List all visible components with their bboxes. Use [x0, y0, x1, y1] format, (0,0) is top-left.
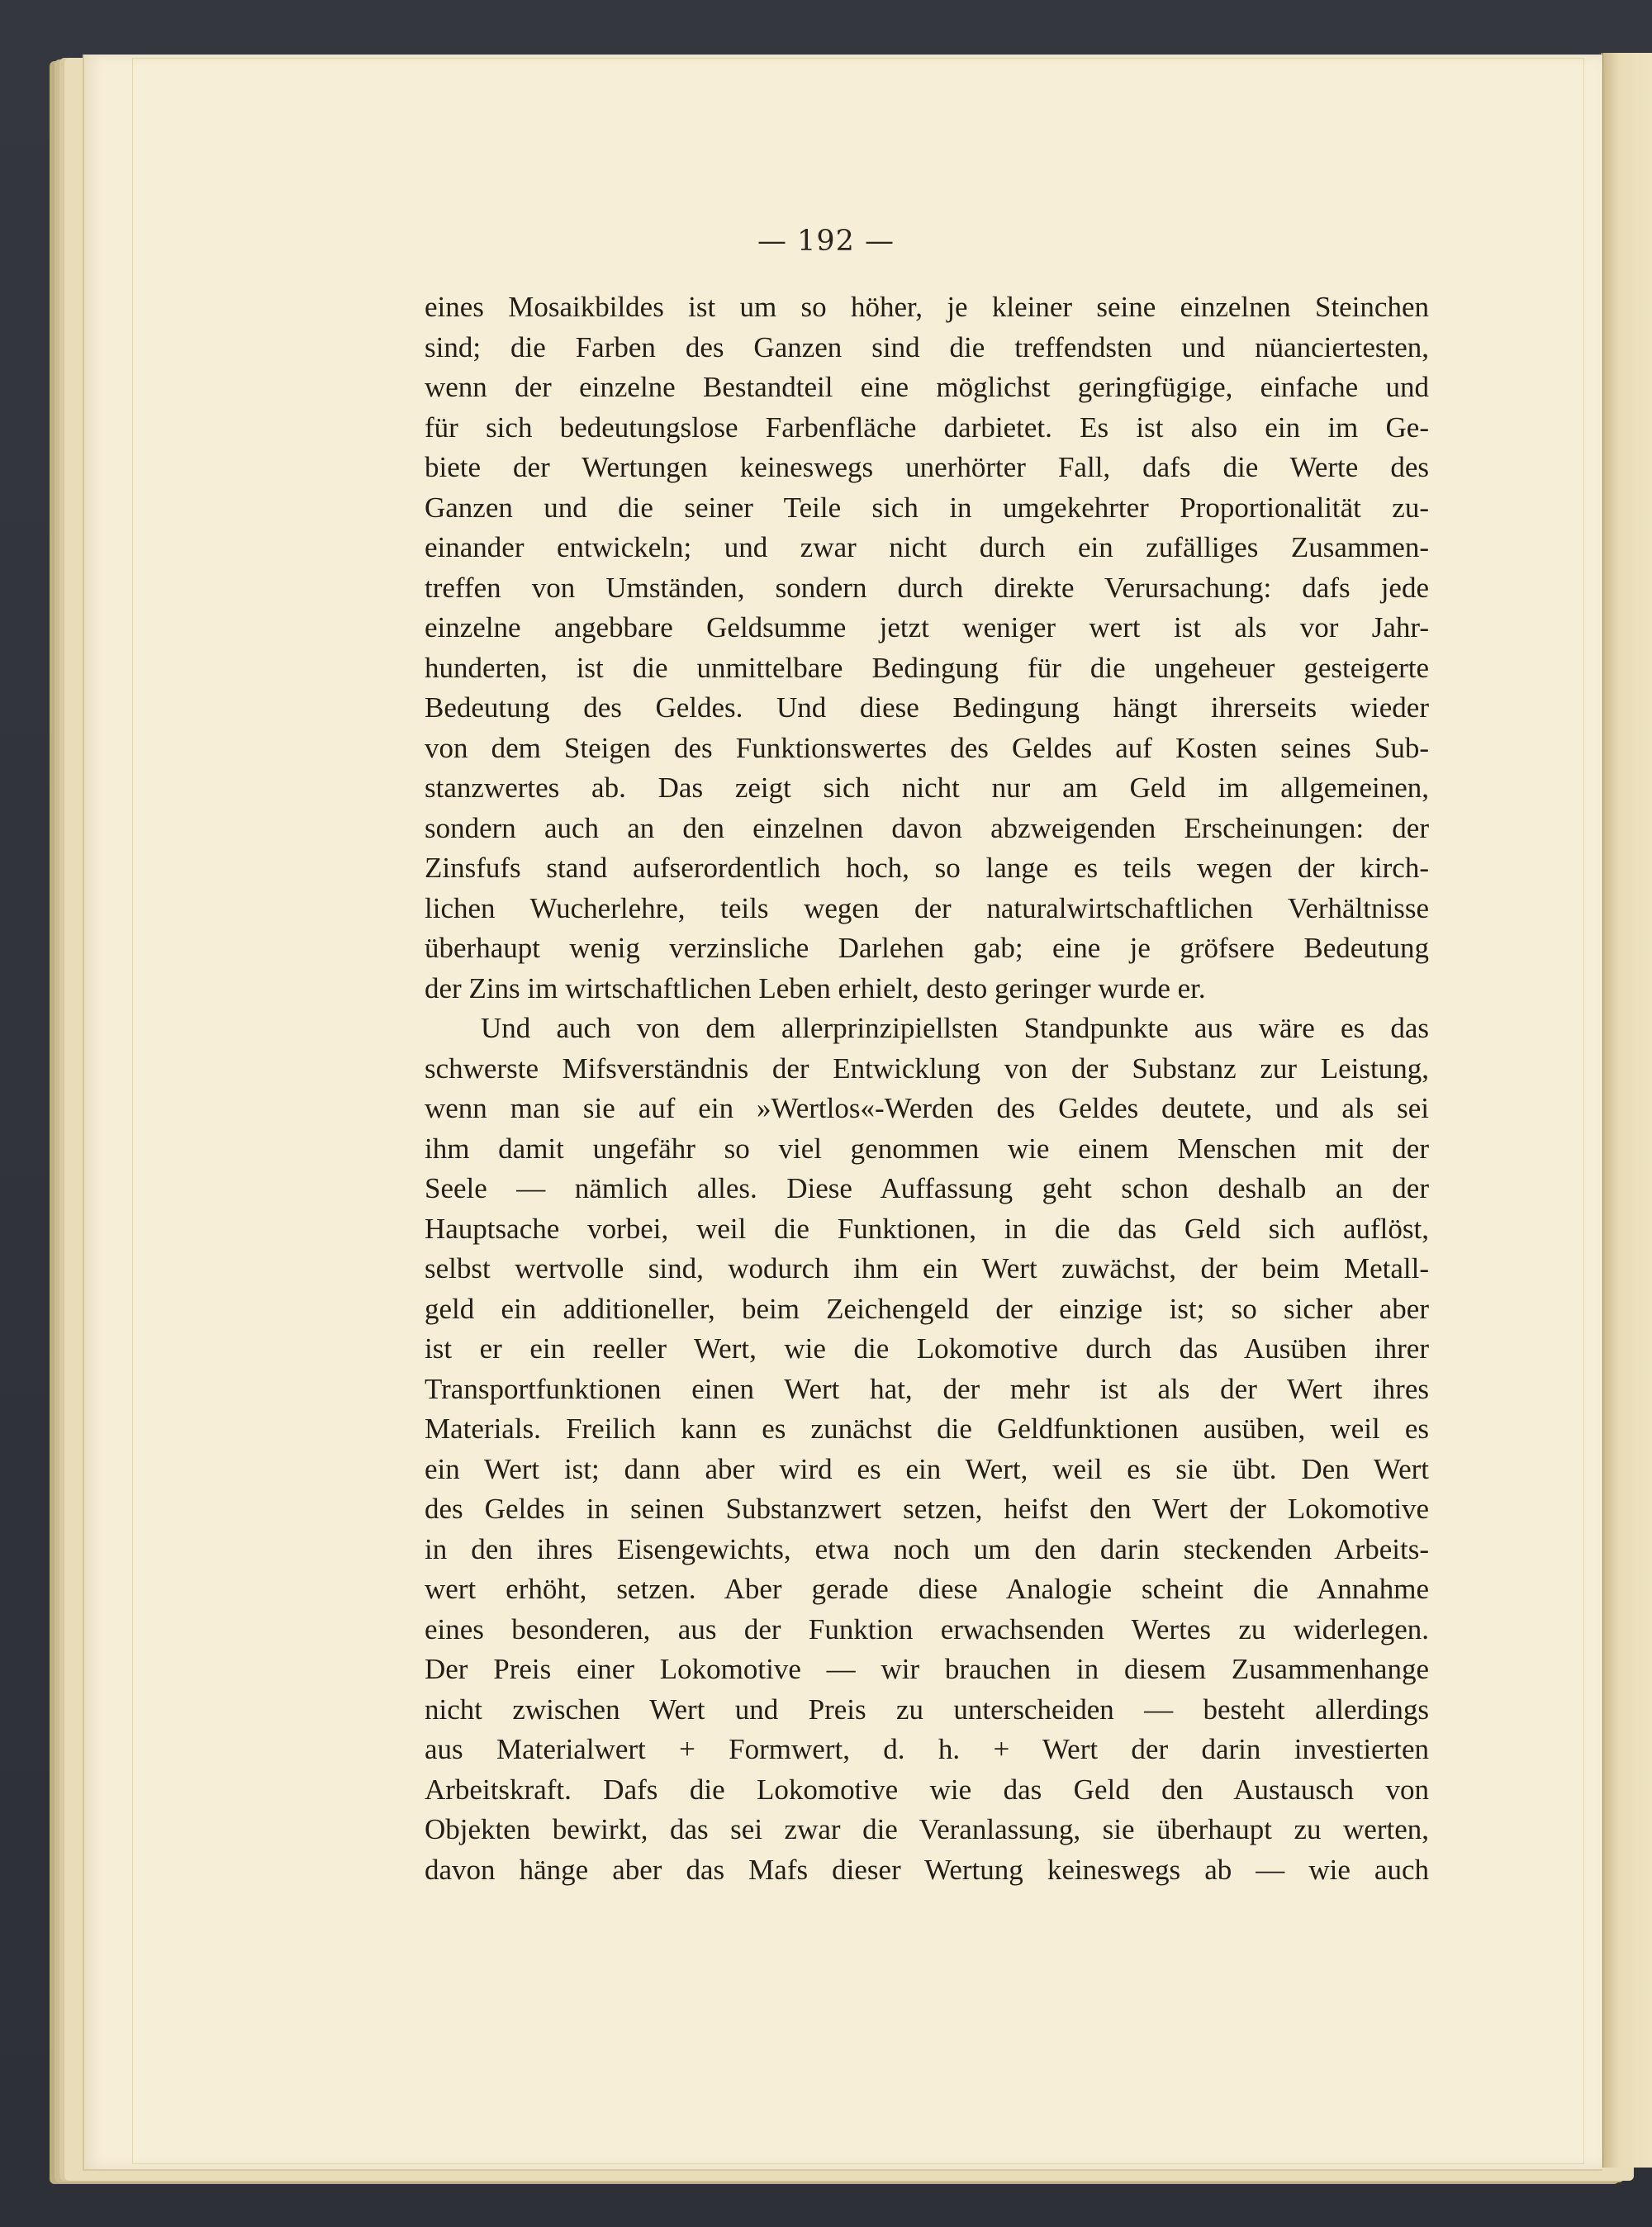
text-line: Objekten bewirkt, das sei zwar die Veranlassung, sie überhaupt zu werten, — [425, 1813, 1429, 1845]
text-line: Der Preis einer Lokomotive — wir brauchen in diesem Zusammenhange — [425, 1653, 1429, 1685]
text-line: einander entwickeln; und zwar nicht durch ein zufälliges Zusammen- — [425, 531, 1429, 563]
text-line: Transportfunktionen einen Wert hat, der mehr ist als der Wert ihres — [425, 1372, 1429, 1405]
facing-page-edge — [1601, 53, 1652, 2168]
text-line: geld ein additioneller, beim Zeichengeld der einzige ist; so sicher aber — [425, 1292, 1429, 1325]
text-line: lichen Wucherlehre, teils wegen der naturalwirtschaftlichen Verhältnisse — [425, 891, 1429, 924]
text-line: sind; die Farben des Ganzen sind die treffendsten und nüanciertesten, — [425, 330, 1429, 363]
text-line: treffen von Umständen, sondern durch direkte Verursachung: dafs jede — [425, 571, 1429, 604]
text-line: für sich bedeutungslose Farbenfläche darbietet. Es ist also ein im Ge- — [425, 411, 1429, 444]
text-line: in den ihres Eisengewichts, etwa noch um den darin steckenden Arbeits- — [425, 1532, 1429, 1565]
text-line: aus Materialwert + Formwert, d. h. + Wert der darin investierten — [425, 1733, 1429, 1765]
text-line: ist er ein reeller Wert, wie die Lokomotive durch das Ausüben ihrer — [425, 1332, 1429, 1365]
text-line: nicht zwischen Wert und Preis zu unterscheiden — besteht allerdings — [425, 1693, 1429, 1726]
text-line: Ganzen und die seiner Teile sich in umgekehrter Proportionalität zu- — [425, 491, 1429, 524]
text-line: Hauptsache vorbei, weil die Funktionen, in die das Geld sich auflöst, — [425, 1212, 1429, 1245]
text-line: Zinsfufs stand aufserordentlich hoch, so lange es teils wegen der kirch- — [425, 852, 1429, 884]
text-line: von dem Steigen des Funktionswertes des Geldes auf Kosten seines Sub- — [425, 731, 1429, 764]
text-line: schwerste Mifsverständnis der Entwicklung von der Substanz zur Leistung, — [425, 1052, 1429, 1085]
text-line: hunderten, ist die unmittelbare Bedingung für die ungeheuer gesteigerte — [425, 651, 1429, 684]
page-number: — 192 — — [757, 225, 895, 258]
text-line: biete der Wertungen keineswegs unerhörter Fall, dafs die Werte des — [425, 451, 1429, 483]
text-line: überhaupt wenig verzinsliche Darlehen gab; eine je gröfsere Bedeutung — [425, 932, 1429, 964]
text-line: ihm damit ungefähr so viel genommen wie einem Menschen mit der — [425, 1132, 1429, 1165]
text-line: selbst wertvolle sind, wodurch ihm ein Wert zuwächst, der beim Metall- — [425, 1252, 1429, 1284]
text-line: Bedeutung des Geldes. Und diese Bedingung hängt ihrerseits wieder — [425, 691, 1429, 724]
paragraph-start-line: Und auch von dem allerprinzipiellsten Standpunkte aus wäre es das — [481, 1012, 1429, 1044]
text-line: davon hänge aber das Mafs dieser Wertung keineswegs ab — wie auch — [425, 1853, 1429, 1886]
text-line: einzelne angebbare Geldsumme jetzt weniger wert ist als vor Jahr- — [425, 611, 1429, 643]
text-line: eines Mosaikbildes ist um so höher, je kleiner seine einzelnen Steinchen — [425, 291, 1429, 323]
text-line: ein Wert ist; dann aber wird es ein Wert, weil es sie übt. Den Wert — [425, 1452, 1429, 1485]
paragraph-end-line: der Zins im wirtschaftlichen Leben erhielt, desto geringer wurde er. — [425, 971, 1206, 1004]
text-line: wenn man sie auf ein »Wertlos«-Werden des Geldes deutete, und als sei — [425, 1092, 1429, 1124]
text-line: des Geldes in seinen Substanzwert setzen, heifst den Wert der Lokomotive — [425, 1493, 1429, 1525]
text-line: wenn der einzelne Bestandteil eine möglichst geringfügige, einfache und — [425, 371, 1429, 403]
text-line: wert erhöht, setzen. Aber gerade diese Analogie scheint die Annahme — [425, 1573, 1429, 1605]
body-text — [425, 287, 1429, 1890]
text-line: eines besonderen, aus der Funktion erwachsenden Wertes zu widerlegen. — [425, 1612, 1429, 1645]
text-line: Materials. Freilich kann es zunächst die Geldfunktionen ausüben, weil es — [425, 1413, 1429, 1445]
text-line: Seele — nämlich alles. Diese Auffassung geht schon deshalb an der — [425, 1172, 1429, 1204]
text-line: stanzwertes ab. Das zeigt sich nicht nur am Geld im allgemeinen, — [425, 772, 1429, 804]
text-line: sondern auch an den einzelnen davon abzweigenden Erscheinungen: der — [425, 811, 1429, 844]
text-line: Arbeitskraft. Dafs die Lokomotive wie das Geld den Austausch von — [425, 1773, 1429, 1806]
